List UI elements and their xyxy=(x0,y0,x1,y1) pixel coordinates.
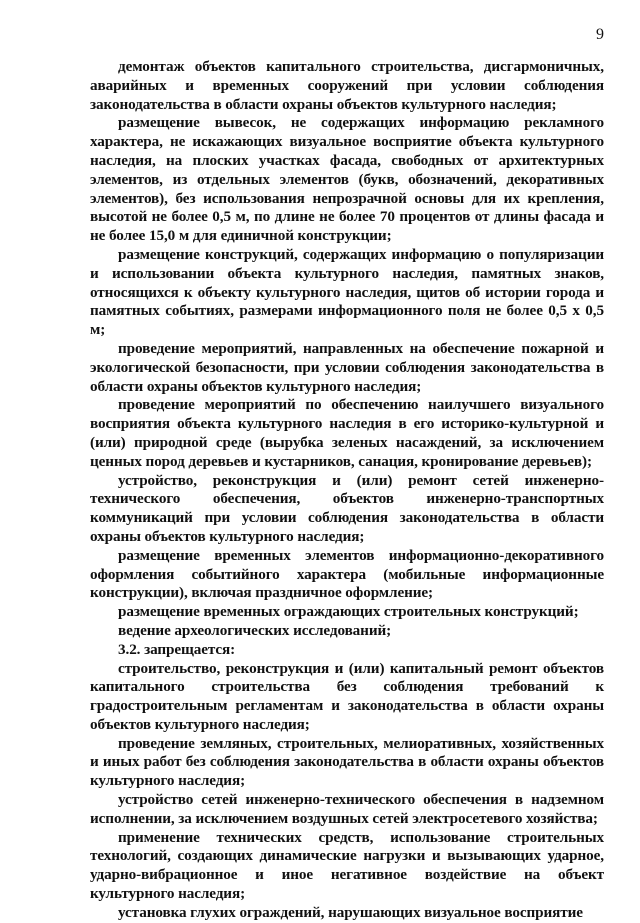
paragraph-temporary-fencing: размещение временных ограждающих строительных конструкций; xyxy=(118,603,579,621)
paragraph-fire-safety: проведение мероприятий, направленных на обеспечение пожарной и экологической безопасности, при условии соблюдения законодательства в области охраны объектов культурного наследия; xyxy=(90,339,604,395)
paragraph-archaeology: ведение археологических исследований; xyxy=(118,621,392,639)
paragraph-info-structures: размещение конструкций, содержащих информацию о популяризации и использовании объекта культурного наследия, памятных знаков, относящихся к объекту культурного наследия, щитов об истории города и памятных событиях, размерами информационного поля не более 0,5 х 0,5 м; xyxy=(90,245,604,339)
paragraph-signs: размещение вывесок, не содержащих информацию рекламного характера, не искажающих визуальное восприятие объекта культурного наследия, на плоских участках фасада, свободных от архитектурных элементов, из отдельных элементов (букв, обозначений, декоративных элементов), без использования непрозрачной основы для их крепления, высотой не более 0,5 м, по длине не более 70 процентов от длины фасада и не более 15,0 м для единичной конструкции; xyxy=(90,114,604,245)
paragraph-demolition: демонтаж объектов капитального строительства, дисгармоничных, аварийных и временных сооружений при условии соблюдения законодательства в области охраны объектов культурного наследия; xyxy=(90,58,604,113)
paragraph-visual-perception: проведение мероприятий по обеспечению наилучшего визуального восприятия объекта культурного наследия в его историко-культурной и (или) природной среде (вырубка зеленых насаждений, за исключением ценных пород деревьев и кустарников, санация, кронирование деревьев); xyxy=(90,396,604,470)
paragraph-blind-fences: установка глухих ограждений, нарушающих визуальное восприятие xyxy=(118,903,583,921)
paragraph-overhead-networks: устройство сетей инженерно-технического обеспечения в надземном исполнении, за исключением воздушных сетей электросетевого хозяйства; xyxy=(90,791,604,827)
section-heading-prohibited: 3.2. запрещается: xyxy=(118,640,236,658)
paragraph-temporary-decor: размещение временных элементов информационно-декоративного оформления событийного характера (мобильные информационные конструкции), включая праздничное оформление; xyxy=(90,546,604,602)
page-number: 9 xyxy=(596,26,604,43)
paragraph-engineering-networks: устройство, реконструкция и (или) ремонт сетей инженерно-технического обеспечения, объектов инженерно-транспортных коммуникаций при условии соблюдения законодательства в области охраны объектов культурного наследия; xyxy=(90,471,604,545)
paragraph-technical-means: применение технических средств, использование строительных технологий, создающих динамические нагрузки и вызывающих ударное, ударно-вибрационное и иное негативное воздействие на объект культурного наследия; xyxy=(90,828,604,903)
document-body xyxy=(90,58,604,923)
paragraph-construction-prohibited: строительство, реконструкция и (или) капитальный ремонт объектов капитального строительства без соблюдения требований к градостроительным регламентам и законодательства в области охраны объектов культурного наследия; xyxy=(90,659,604,733)
paragraph-earthworks-prohibited: проведение земляных, строительных, мелиоративных, хозяйственных и иных работ без соблюдения законодательства в области охраны объектов культурного наследия; xyxy=(90,734,604,790)
